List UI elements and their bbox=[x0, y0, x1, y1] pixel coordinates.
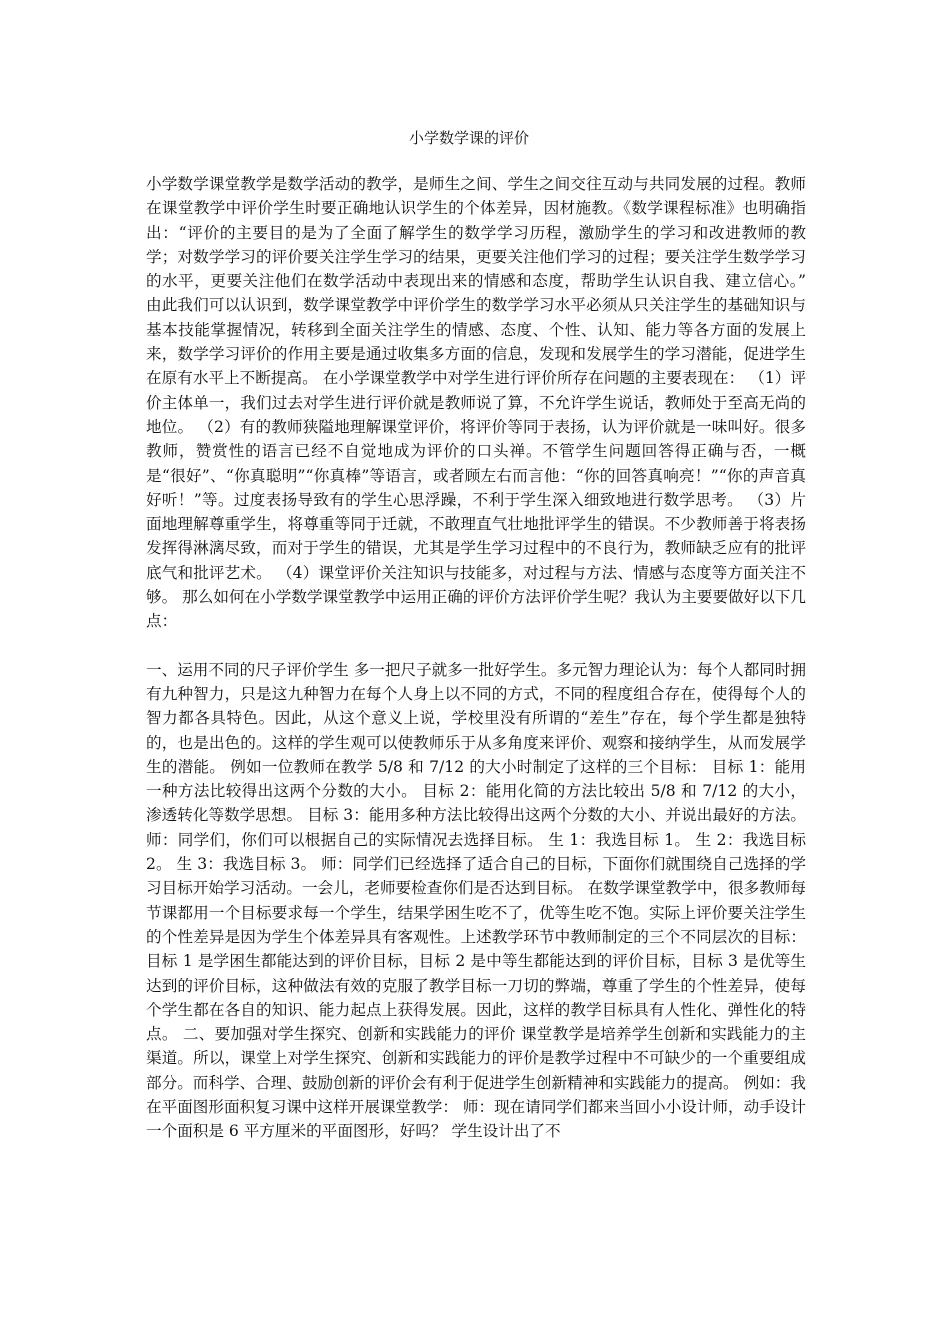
document-title: 小学数学课的评价 bbox=[408, 129, 529, 147]
body-paragraph: 小学数学课堂教学是数学活动的教学，是师生之间、学生之间交往互动与共同发展的过程。教师在课堂教学中评价学生时要正确地认识学生的个体差异，因材施教。《数学课程标准》也明确指出：“评价的主要目的是为了全面了解学生的数学学习历程，激励学生的学习和改进教师的教学；对数学学习的评价要关注学生学习的结果，更要关注他们学习的过程；要关注学生数学学习的水平，更要关注他们在数学活动中表现出来的情感和态度，帮助学生认识自我、建立信心。” 由此我们可以认识到，数学课堂教学中评价学生的数学学习水平必须从只关注学生的基础知识与基本技能掌握情况，转移到全面关注学生的情感、态度、个性、认知、能力等各方面的发展上来，数学学习评价的作用主要是通过收集多方面的信息，发现和发展学生的学习潜能，促进学生在原有水平上不断提高。 在小学课堂教学中对学生进行评价所存在问题的主要表现在： （1）评价主体单一，我们过去对学生进行评价就是教师说了算，不允许学生说话，教师处于至高无尚的地位。 （2）有的教师狭隘地理解课堂评价，将评价等同于表扬，认为评价就是一味叫好。很多教师，赞赏性的语言已经不自觉地成为评价的口头禅。不管学生问题回答得正确与否，一概是“很好”、“你真聪明”“你真棒”等语言，或者顾左右而言他：“你的回答真响亮！”“你的声音真好听！”等。过度表扬导致有的学生心思浮躁，不利于学生深入细致地进行数学思考。 （3）片面地理解尊重学生，将尊重等同于迁就，不敢理直气壮地批评学生的错误。不少教师善于将表扬发挥得淋漓尽致，而对于学生的错误，尤其是学生学习过程中的不良行为，教师缺乏应有的批评底气和批评艺术。 （4）课堂评价关注知识与技能多，对过程与方法、情感与态度等方面关注不够。 那么如何在小学数学课堂教学中运用正确的评价方法评价学生呢？我认为主要要做好以下几点： bbox=[146, 175, 806, 631]
document-body bbox=[146, 172, 806, 1144]
body-paragraph: 一、运用不同的尺子评价学生 多一把尺子就多一批好学生。多元智力理论认为：每个人都同时拥有九种智力，只是这九种智力在每个人身上以不同的方式，不同的程度组合存在，使得每个人的智力都各具特色。因此，从这个意义上说，学校里没有所谓的“差生”存在，每个学生都是独特的，也是出色的。这样的学生观可以使教师乐于从多角度来评价、观察和接纳学生，从而发展学生的潜能。 例如一位教师在教学 5/8 和 7/12 的大小时制定了这样的三个目标： 目标 1：能用一种方法比较得出这两个分数的大小。 目标 2：能用化简的方法比较出 5/8 和 7/12 的大小，渗透转化等数学思想。 目标 3：能用多种方法比较得出这两个分数的大小、并说出最好的方法。 师：同学们，你们可以根据自己的实际情况去选择目标。 生 1：我选目标 1。 生 2：我选目标 2。 生 3：我选目标 3。 师：同学们已经选择了适合自己的目标，下面你们就围绕自己选择的学习目标开始学习活动。一会儿，老师要检查你们是否达到目标。 在数学课堂教学中，很多教师每节课都用一个目标要求每一个学生，结果学困生吃不了，优等生吃不饱。实际上评价要关注学生的个性差异是因为学生个体差异具有客观性。上述教学环节中教师制定的三个不同层次的目标：目标 1 是学困生都能达到的评价目标，目标 2 是中等生都能达到的评价目标，目标 3 是优等生达到的评价目标，这种做法有效的克服了教学目标一刀切的弊端，尊重了学生的个性差异，使每个学生都在各自的知识、能力起点上获得发展。因此，这样的教学目标具有人性化、弹性化的特点。 二、要加强对学生探究、创新和实践能力的评价 课堂教学是培养学生创新和实践能力的主渠道。所以，课堂上对学生探究、创新和实践能力的评价是教学过程中不可缺少的一个重要组成部分。而科学、合理、鼓励创新的评价会有利于促进学生创新精神和实践能力的提高。 例如：我在平面图形面积复习课中这样开展课堂教学： 师：现在请同学们都来当回小小设计师，动手设计一个面积是 6 平方厘米的平面图形，好吗？ 学生设计出了不 bbox=[146, 660, 806, 1141]
